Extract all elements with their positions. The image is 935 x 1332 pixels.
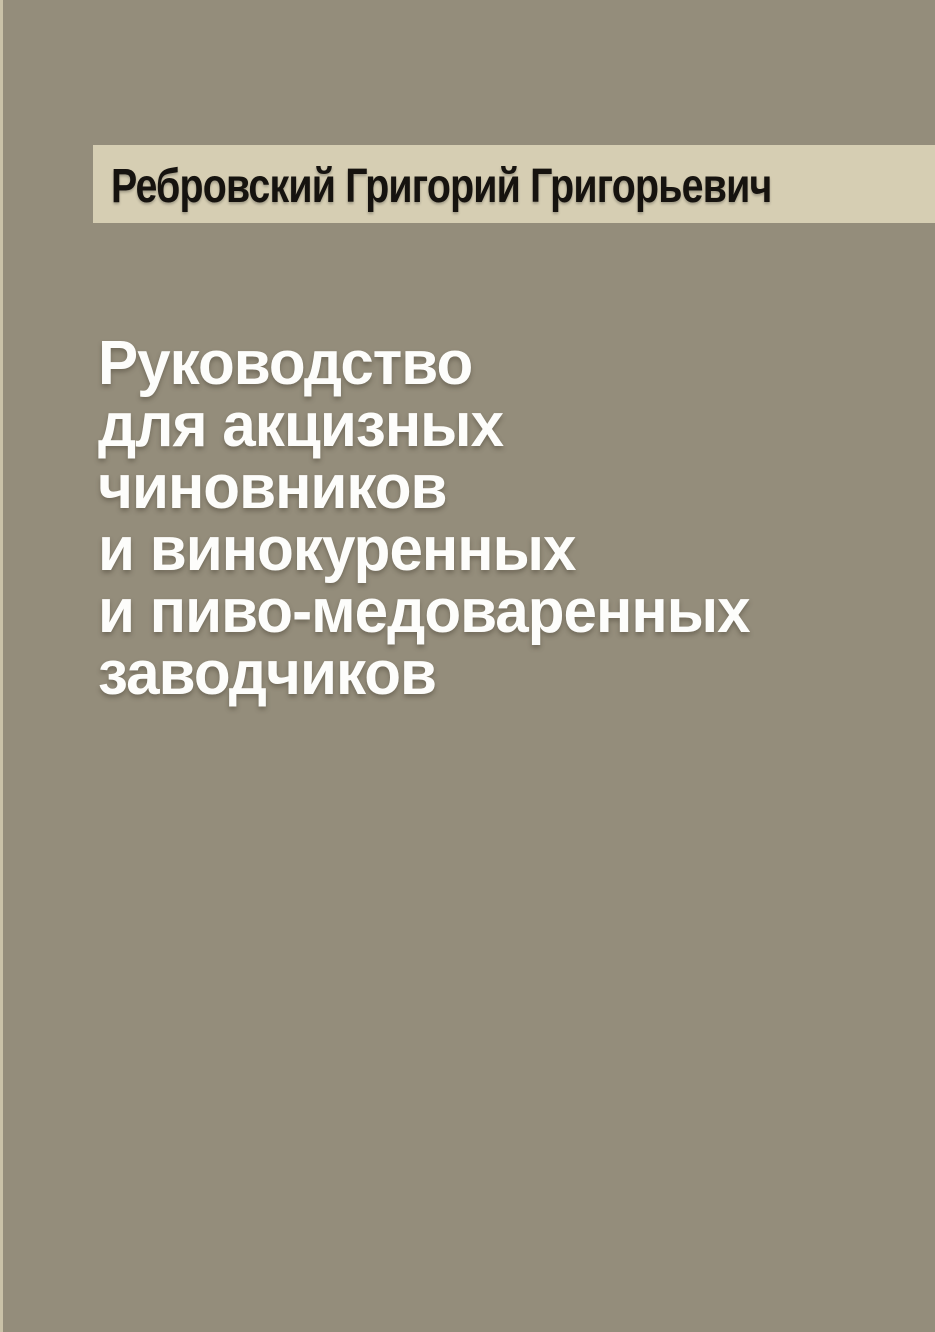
book-title-line: для акцизных (98, 391, 504, 460)
book-title (98, 329, 858, 708)
book-title-line: чиновников (98, 453, 447, 522)
book-title-line: и пиво-медоваренных (98, 577, 750, 646)
book-title-line: и винокуренных (98, 515, 576, 584)
author-name: Ребровский Григорий Григорьевич (111, 160, 772, 213)
book-title-line: Руководство (98, 329, 473, 398)
spine-highlight (0, 0, 3, 1332)
book-title-line: заводчиков (98, 639, 437, 708)
author-banner (93, 145, 935, 223)
